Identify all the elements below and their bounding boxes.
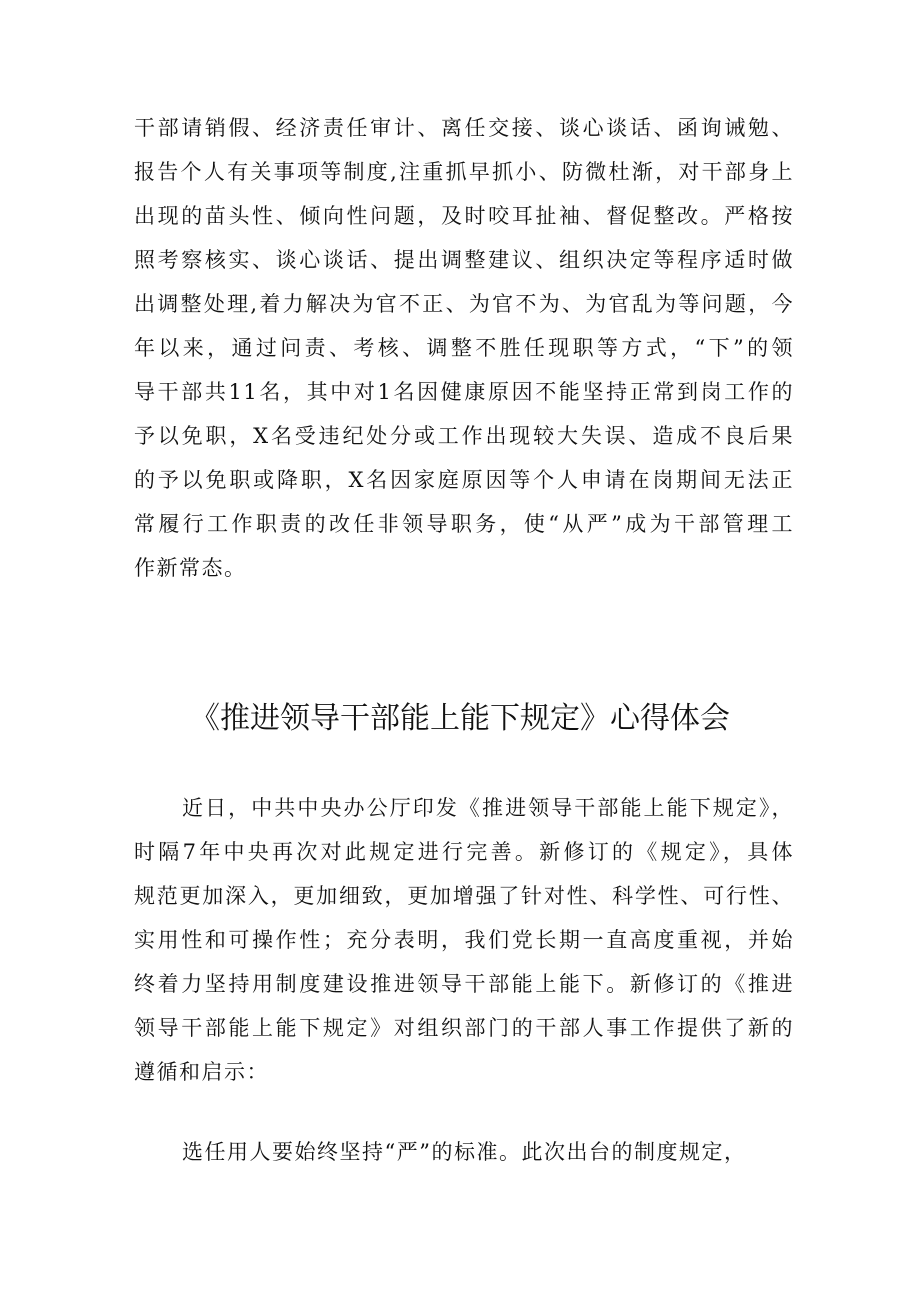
paragraph-1-line: 报告个人有关事项等制度,注重抓早抓小、防微杜渐，对干部身上 [134, 160, 794, 184]
paragraph-2-line: 规范更加深入，更加细致，更加增强了针对性、科学性、可行性、 [134, 884, 794, 908]
paragraph-1-line: 的予以免职或降职，X名因家庭原因等个人申请在岗期间无法正 [134, 468, 794, 492]
paragraph-1-line: 作新常态。 [134, 556, 247, 580]
paragraph-2-line: 近日，中共中央办公厅印发《推进领导干部能上能下规定》， [182, 796, 794, 820]
paragraph-1-line: 导干部共11名，其中对1名因健康原因不能坚持正常到岗工作的 [134, 380, 794, 404]
paragraph-1-line: 干部请销假、经济责任审计、离任交接、谈心谈话、函询诫勉、 [134, 116, 794, 140]
paragraph-2-line: 时隔7年中央再次对此规定进行完善。新修订的《规定》，具体 [134, 840, 794, 864]
paragraph-1-line: 出调整处理,着力解决为官不正、为官不为、为官乱为等问题，今 [134, 292, 794, 316]
paragraph-2-line: 领导干部能上能下规定》对组织部门的干部人事工作提供了新的 [134, 1016, 794, 1040]
paragraph-2-line: 终着力坚持用制度建设推进领导干部能上能下。新修订的《推进 [134, 972, 794, 996]
paragraph-1-line: 年以来，通过问责、考核、调整不胜任现职等方式，“下”的领 [134, 336, 794, 360]
paragraph-1-line: 照考察核实、谈心谈话、提出调整建议、组织决定等程序适时做 [134, 248, 794, 272]
paragraph-1-line: 常履行工作职责的改任非领导职务，使“从严”成为干部管理工 [134, 512, 794, 536]
section-title: 《推进领导干部能上能下规定》心得体会 [190, 701, 730, 736]
paragraph-1-line: 予以免职，X名受违纪处分或工作出现较大失误、造成不良后果 [134, 424, 794, 448]
paragraph-2-line: 实用性和可操作性；充分表明，我们党长期一直高度重视，并始 [134, 928, 794, 952]
paragraph-1-line: 出现的苗头性、倾向性问题，及时咬耳扯袖、督促整改。严格按 [134, 204, 794, 228]
paragraph-3-line: 选任用人要始终坚持“严”的标准。此次出台的制度规定， [182, 1140, 747, 1164]
paragraph-2-line: 遵循和启示： [134, 1060, 269, 1084]
